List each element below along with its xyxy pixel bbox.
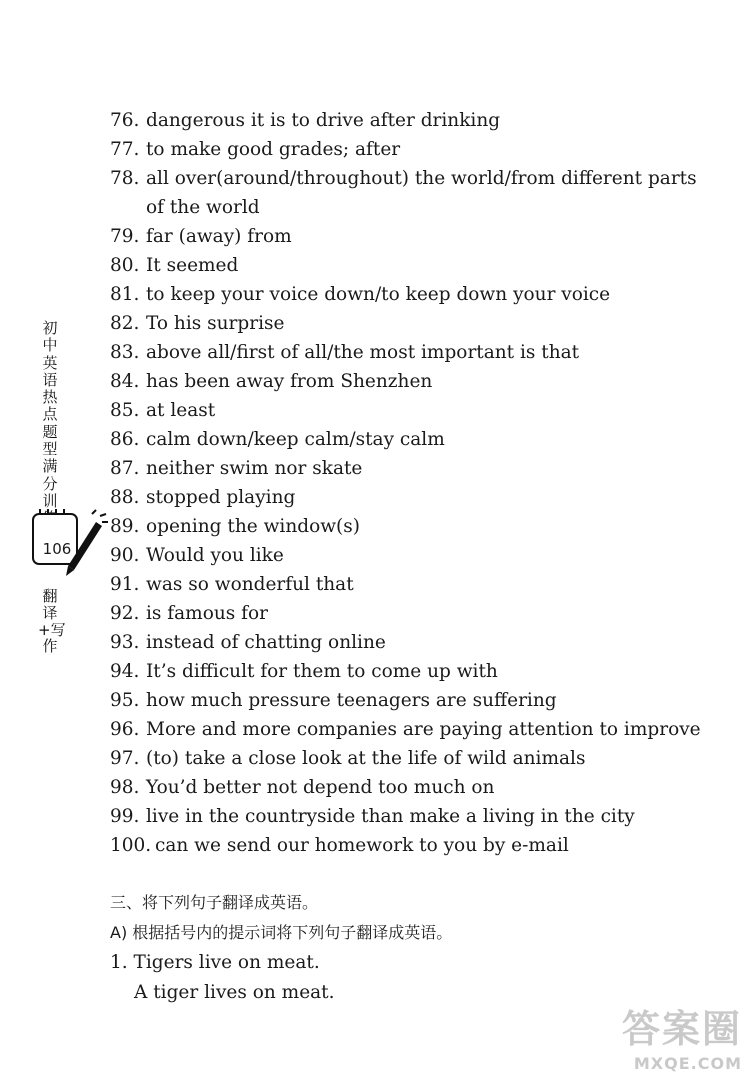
answer-number: 100. (110, 835, 152, 856)
answer-number: 87. (110, 458, 140, 479)
answer-item (110, 715, 710, 744)
example-sentence (110, 948, 710, 978)
answer-text: opening the window(s) (146, 516, 360, 537)
answer-text: to keep your voice down/to keep down your voice (146, 284, 611, 305)
answer-item (110, 657, 710, 686)
answer-number: 97. (110, 748, 140, 769)
answer-number: 91. (110, 574, 140, 595)
answer-number: 83. (110, 342, 140, 363)
answer-number: 78. (110, 168, 140, 189)
answer-number: 98. (110, 777, 140, 798)
answer-number: 79. (110, 226, 140, 247)
answer-number: 92. (110, 603, 140, 624)
answer-text: (to) take a close look at the life of wild animals (146, 748, 586, 769)
answer-number: 85. (110, 400, 140, 421)
answer-number: 82. (110, 313, 140, 334)
answer-item (110, 802, 710, 831)
answer-text: is famous for (146, 603, 268, 624)
answer-text: to make good grades; after (146, 139, 401, 160)
section-heading: 三、将下列句子翻译成英语。 (110, 893, 319, 912)
answer-text: has been away from Shenzhen (146, 371, 433, 392)
answer-number: 93. (110, 632, 140, 653)
answer-text: all over(around/throughout) the world/from different parts of the world (146, 168, 697, 218)
answer-item (110, 106, 710, 135)
answer-item (110, 541, 710, 570)
answer-item (110, 135, 710, 164)
watermark (592, 1006, 742, 1086)
section-subheading: A) 根据括号内的提示词将下列句子翻译成英语。 (110, 923, 453, 942)
answer-number: 76. (110, 110, 140, 131)
answer-item (110, 512, 710, 541)
answer-item (110, 454, 710, 483)
answer-text: how much pressure teenagers are suffering (146, 690, 557, 711)
answer-text: stopped playing (146, 487, 296, 508)
answer-text: above all/first of all/the most important is that (146, 342, 580, 363)
answer-list (110, 106, 710, 860)
answer-text: instead of chatting online (146, 632, 386, 653)
example-line-2: A tiger lives on meat. (134, 982, 335, 1003)
watermark-logo: 答案圈 (621, 1007, 742, 1051)
answer-item (110, 599, 710, 628)
answer-item (110, 338, 710, 367)
answer-text: It’s difficult for them to come up with (146, 661, 498, 682)
answer-item (110, 222, 710, 251)
answer-item (110, 425, 710, 454)
answer-item (110, 164, 710, 222)
answer-text: More and more companies are paying attention to improve (146, 719, 701, 740)
answer-number: 94. (110, 661, 140, 682)
answer-item (110, 773, 710, 802)
answer-number: 95. (110, 690, 140, 711)
answer-number: 77. (110, 139, 140, 160)
answer-item (110, 280, 710, 309)
answer-number: 89. (110, 516, 140, 537)
page-number: 106 (42, 540, 72, 558)
answer-item (110, 309, 710, 338)
answer-number: 84. (110, 371, 140, 392)
answer-number: 80. (110, 255, 140, 276)
answer-text: You’d better not depend too much on (146, 777, 495, 798)
answer-item (110, 396, 710, 425)
watermark-url: MXQE.COM (633, 1054, 742, 1073)
answer-text: far (away) from (146, 226, 292, 247)
section-subtitle-vertical: 翻译+写作 (38, 587, 66, 656)
example-number: 1. (110, 952, 128, 973)
answer-number: 81. (110, 284, 140, 305)
answer-number: 86. (110, 429, 140, 450)
answer-item (110, 570, 710, 599)
answer-number: 90. (110, 545, 140, 566)
answer-item (110, 251, 710, 280)
answer-text: was so wonderful that (146, 574, 354, 595)
answer-text: neither swim nor skate (146, 458, 363, 479)
example-line-1: Tigers live on meat. (133, 952, 320, 973)
answer-item (110, 628, 710, 657)
answer-text: To his surprise (146, 313, 285, 334)
answer-text: live in the countryside than make a living in the city (146, 806, 635, 827)
answer-item (110, 686, 710, 715)
answer-text: can we send our homework to you by e-mail (155, 835, 569, 856)
answer-number: 88. (110, 487, 140, 508)
book-title-vertical: 初中英语热点题型满分训 (42, 319, 58, 510)
answer-text: It seemed (146, 255, 239, 276)
answer-text: Would you like (146, 545, 284, 566)
answer-number: 96. (110, 719, 140, 740)
translation-section (110, 888, 710, 1008)
answer-text: at least (146, 400, 216, 421)
answer-text: dangerous it is to drive after drinking (146, 110, 501, 131)
answer-text: calm down/keep calm/stay calm (146, 429, 445, 450)
answer-item (110, 831, 710, 860)
answer-item (110, 744, 710, 773)
answer-item (110, 483, 710, 512)
answer-number: 99. (110, 806, 140, 827)
answer-item (110, 367, 710, 396)
